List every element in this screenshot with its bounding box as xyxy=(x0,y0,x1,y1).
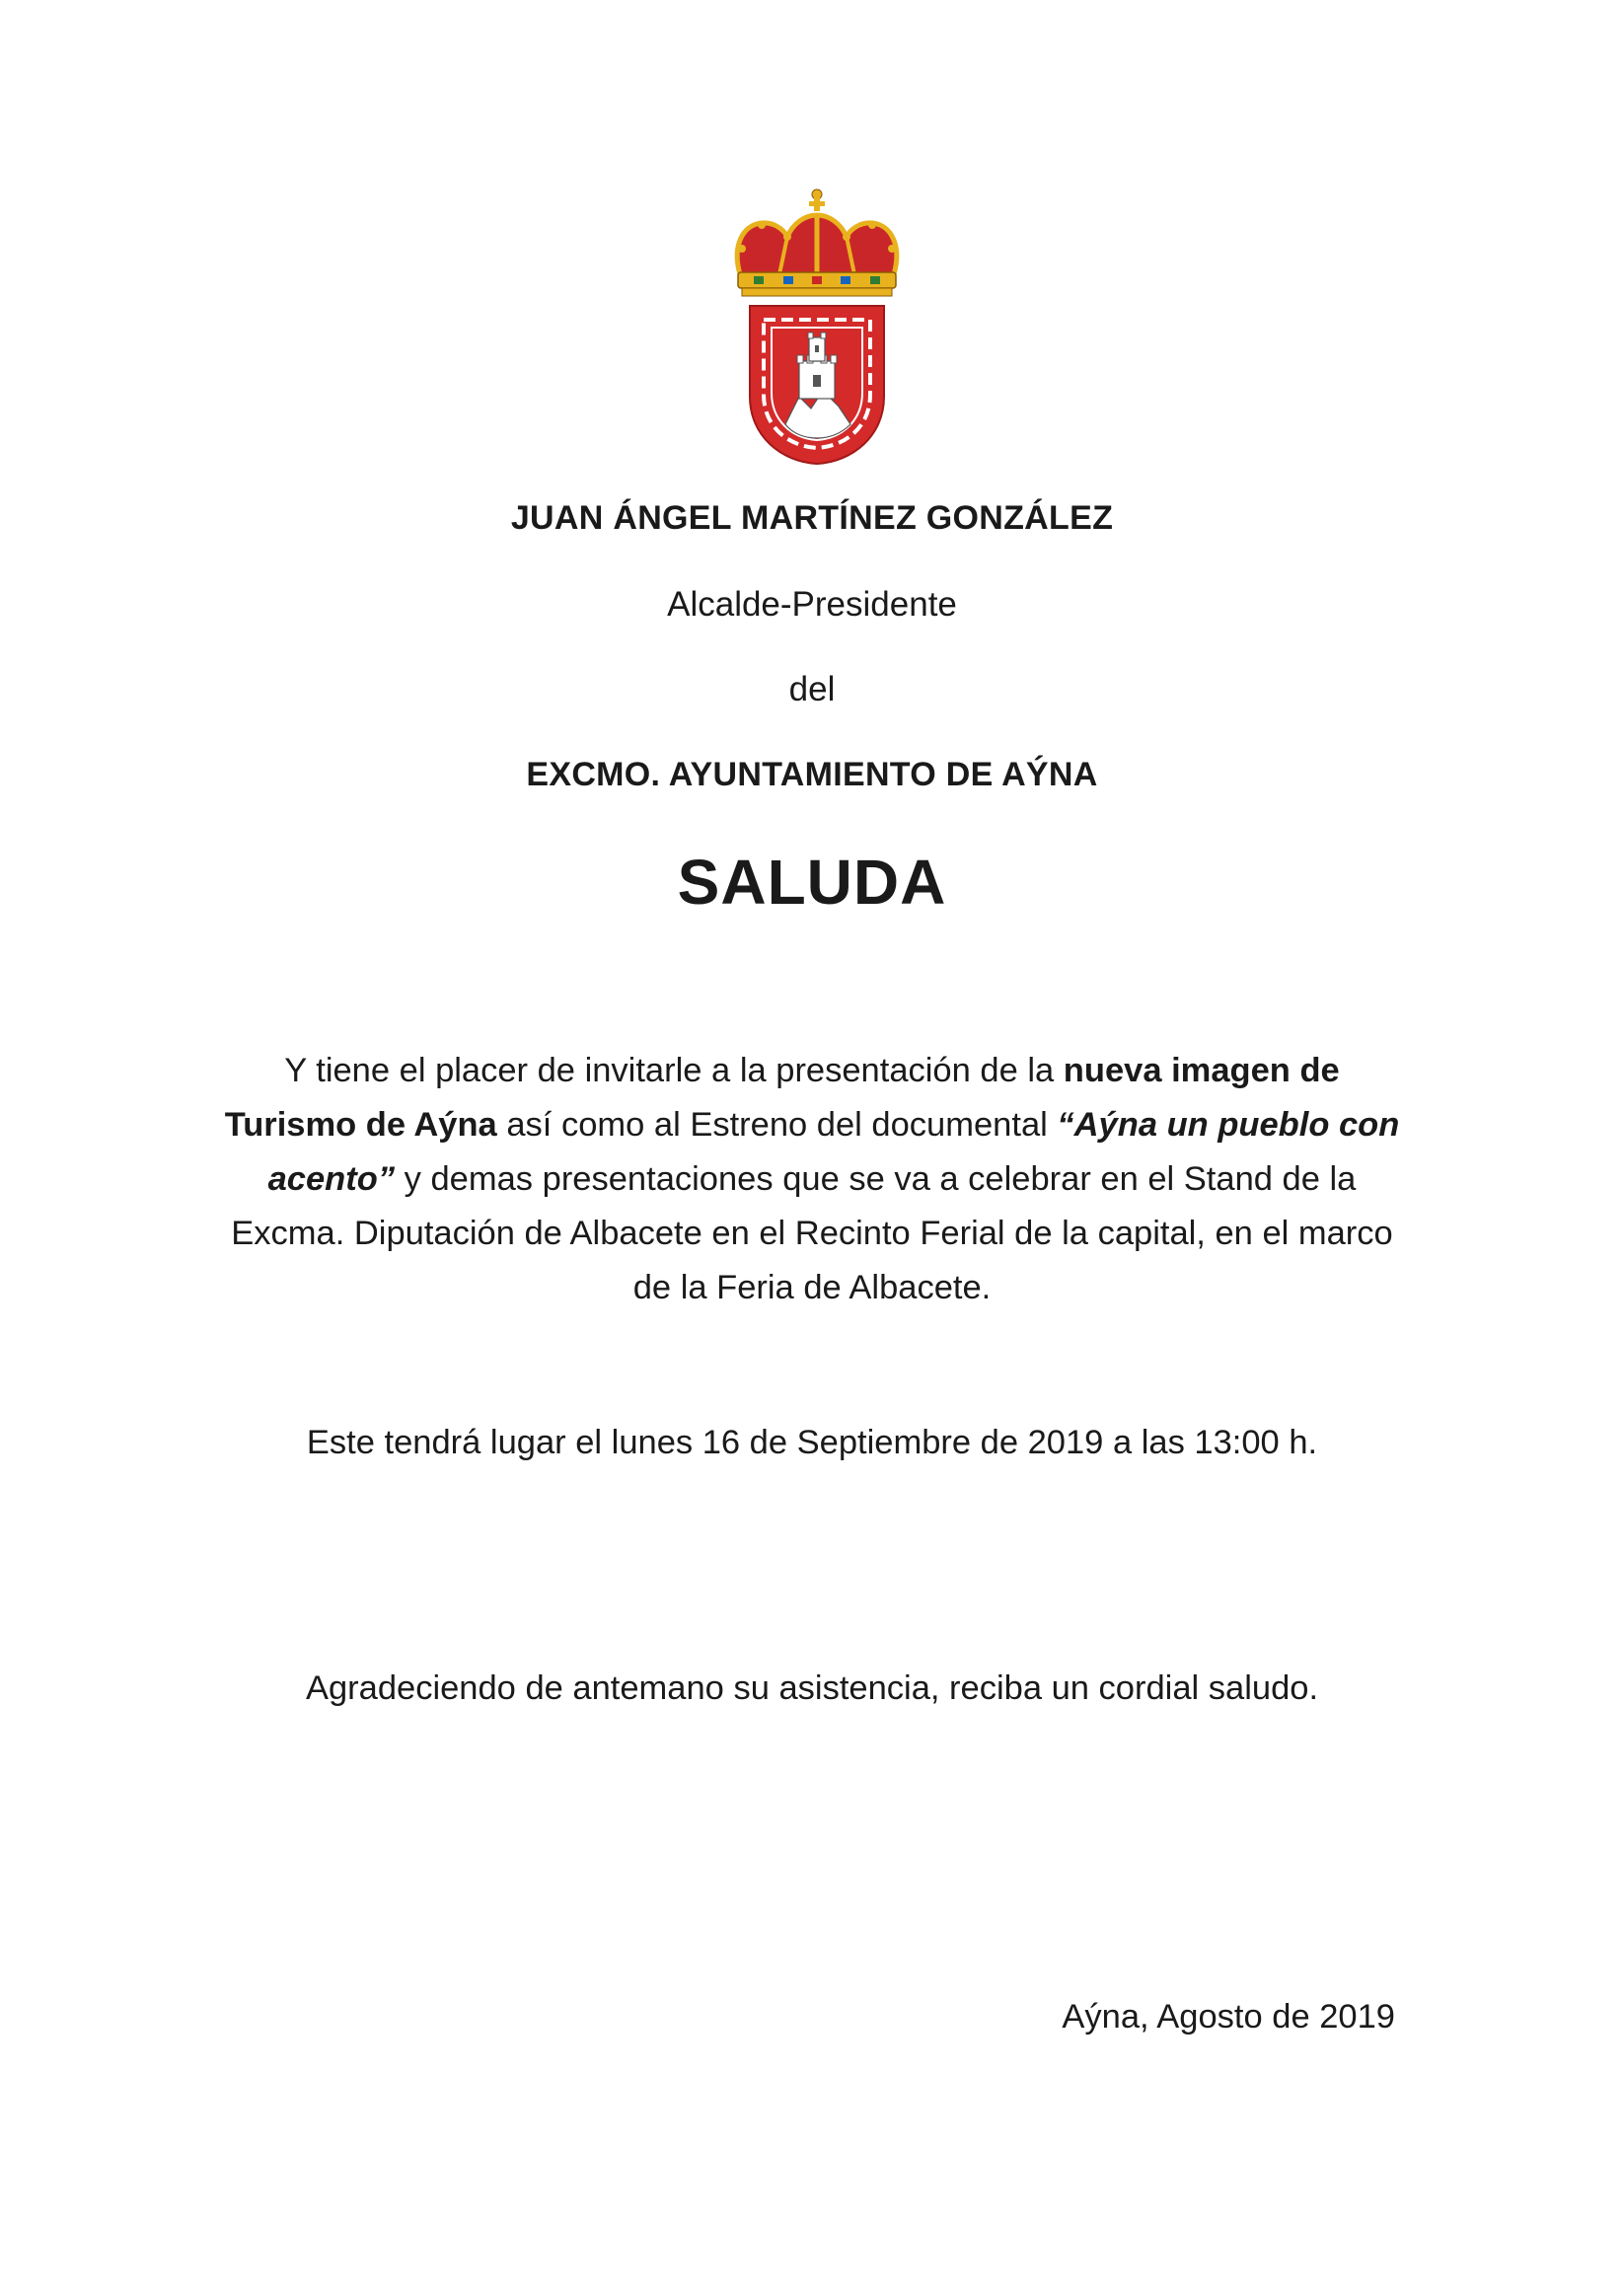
event-datetime: Este tendrá lugar el lunes 16 de Septiembre de 2019 a las 13:00 h. xyxy=(306,1424,1318,1461)
organization-name: EXCMO. AYUNTAMIENTO DE AÝNA xyxy=(526,756,1098,793)
mayor-name: JUAN ÁNGEL MARTÍNEZ GONZÁLEZ xyxy=(510,499,1114,537)
coat-of-arms-icon xyxy=(728,187,906,466)
connector-text: del xyxy=(788,670,836,708)
closing-line: Agradeciendo de antemano su asistencia, reciba un cordial saludo. xyxy=(305,1669,1319,1707)
crown-icon xyxy=(737,189,897,296)
place-and-date: Aýna, Agosto de 2019 xyxy=(1062,1998,1395,2036)
mayor-role: Alcalde-Presidente xyxy=(667,585,957,624)
shield-icon xyxy=(750,306,884,464)
event-highlight: nueva imagen de Turismo de Aýna xyxy=(224,1052,1340,1144)
paragraph-text: y demas presentaciones que se va a celebrar en el Stand de la Excma. Diputación de Albacete en el Recinto Ferial de la capital, en el marco de la Feria de Albacete. xyxy=(231,1160,1393,1306)
documentary-title: “Aýna un pueblo con acento” xyxy=(267,1106,1400,1198)
paragraph-text: así como al Estreno del documental xyxy=(496,1106,1058,1144)
page-title: SALUDA xyxy=(677,847,947,918)
paragraph-text: Y tiene el placer de invitarle a la presentación de la xyxy=(284,1052,1064,1089)
invitation-paragraph xyxy=(217,1044,1407,1315)
